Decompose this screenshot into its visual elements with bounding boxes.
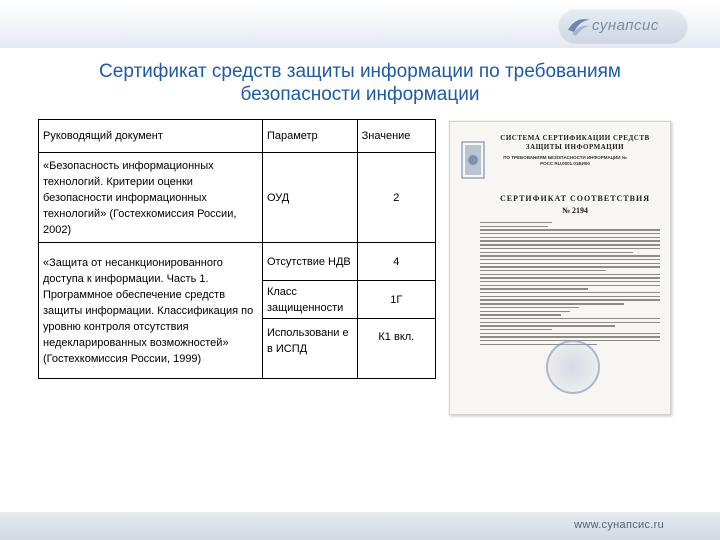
value-cell: 4 <box>357 243 435 281</box>
header-value: Значение <box>357 120 435 153</box>
table-row <box>39 153 436 243</box>
certificate-body-text <box>480 222 660 345</box>
value-cell: 2 <box>357 153 435 243</box>
value-cell: К1 вкл. <box>357 319 435 379</box>
parameter-cell: ОУД <box>262 153 357 243</box>
document-cell: «Защита от несанкционированного доступа к информации. Часть 1. Программное обеспечение средств защиты информации. Классификация по уровню контроля отсутствия недекларированных возможностей» (Гостехкомиссия России, 1999) <box>39 243 263 379</box>
parameter-cell: Использовани е в ИСПД <box>262 319 357 379</box>
certificate-heading: СИСТЕМА СЕРТИФИКАЦИИ СРЕДСТВ ЗАЩИТЫ ИНФОРМАЦИИ <box>500 134 650 151</box>
footer-url: www.сунапсис.ru <box>574 519 664 531</box>
table-header-row <box>39 120 436 153</box>
document-cell: «Безопасность информационных технологий. Критерии оценки безопасности информационных технологий» (Гостехкомиссия России, 2002) <box>39 153 263 243</box>
certificate-number: № 2194 <box>561 206 589 215</box>
page-title-line-1: Сертификат средств защиты информации по требованиям <box>99 61 621 82</box>
footer-band <box>0 512 720 540</box>
certificate-title: СЕРТИФИКАТ СООТВЕТСТВИЯ <box>500 194 650 203</box>
header-guiding-document: Руководящий документ <box>39 120 263 153</box>
table-row <box>39 243 436 281</box>
parameter-cell: Класс защищенности <box>262 281 357 319</box>
page-title <box>40 60 680 106</box>
value-cell: 1Г <box>357 281 435 319</box>
parameter-cell: Отсутствие НДВ <box>262 243 357 281</box>
page-title-line-2: безопасности информации <box>240 84 480 105</box>
header-parameter: Параметр <box>262 120 357 153</box>
certificate-seal <box>546 340 600 394</box>
certificate-image <box>449 121 671 415</box>
logo-text: сунапсис <box>592 17 659 34</box>
certificate-subheading: ПО ТРЕБОВАНИЯМ БЕЗОПАСНОСТИ ИНФОРМАЦИИ № РОСС RU.0001.01БИ00 <box>503 155 627 166</box>
requirements-table <box>38 119 436 379</box>
emblem-icon <box>460 140 486 180</box>
logo-swoosh-icon <box>566 14 592 38</box>
company-logo <box>558 8 688 44</box>
